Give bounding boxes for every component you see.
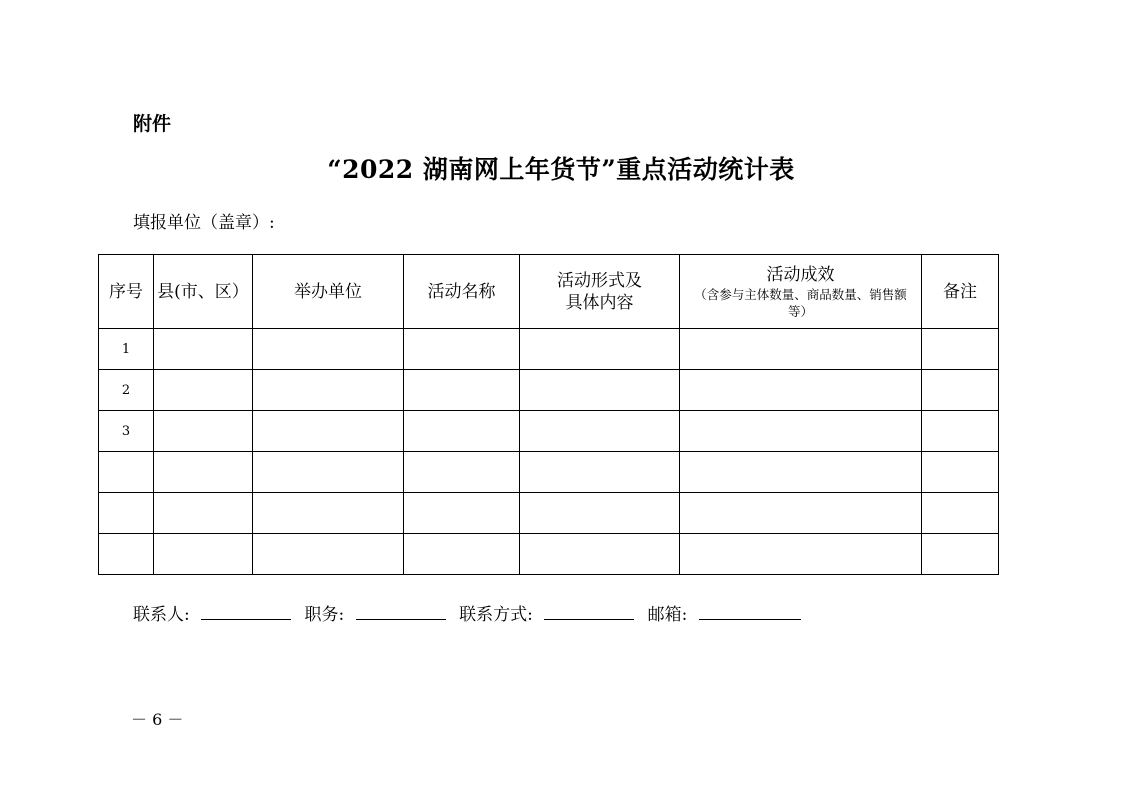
email-label: 邮箱:	[647, 605, 688, 625]
activity-results-cell[interactable]	[680, 452, 922, 493]
header-activity-name: 活动名称	[404, 255, 520, 329]
header-activity-results-note: （含参与主体数量、商品数量、销售额等）	[694, 286, 907, 319]
row-serial-number	[99, 493, 154, 534]
header-serial-number: 序号	[99, 255, 154, 329]
remarks-cell[interactable]	[922, 329, 999, 370]
position-label: 职务:	[304, 605, 345, 625]
header-activity-results	[680, 255, 922, 329]
organizer-cell[interactable]	[253, 534, 404, 575]
county-cell[interactable]	[154, 370, 253, 411]
remarks-cell[interactable]	[922, 411, 999, 452]
row-serial-number: 2	[99, 370, 154, 411]
activity-results-cell[interactable]	[680, 329, 922, 370]
table-row	[99, 329, 999, 370]
activity-results-cell[interactable]	[680, 493, 922, 534]
activity-form-cell[interactable]	[520, 452, 680, 493]
header-organizer: 举办单位	[253, 255, 404, 329]
page-number: － 6 －	[131, 710, 184, 729]
position-field[interactable]	[356, 603, 446, 620]
header-activity-form-line2: 具体内容	[565, 292, 634, 313]
contact-method-label: 联系方式:	[459, 605, 533, 625]
table-row	[99, 452, 999, 493]
activity-name-cell[interactable]	[404, 329, 520, 370]
county-cell[interactable]	[154, 411, 253, 452]
activity-name-cell[interactable]	[404, 411, 520, 452]
activity-form-cell[interactable]	[520, 493, 680, 534]
activity-statistics-table	[98, 254, 999, 575]
organizer-cell[interactable]	[253, 411, 404, 452]
page-title: “2022 湖南网上年货节”重点活动统计表	[327, 155, 795, 184]
county-cell[interactable]	[154, 329, 253, 370]
remarks-cell[interactable]	[922, 534, 999, 575]
filler-unit-label: 填报单位（盖章）:	[133, 213, 275, 233]
header-county: 县(市、区）	[154, 255, 253, 329]
table-row	[99, 493, 999, 534]
remarks-cell[interactable]	[922, 452, 999, 493]
table-header-row	[99, 255, 999, 329]
activity-results-cell[interactable]	[680, 411, 922, 452]
activity-form-cell[interactable]	[520, 534, 680, 575]
county-cell[interactable]	[154, 452, 253, 493]
header-activity-form	[520, 255, 680, 329]
county-cell[interactable]	[154, 493, 253, 534]
remarks-cell[interactable]	[922, 370, 999, 411]
header-activity-form-line1: 活动形式及	[557, 270, 642, 291]
row-serial-number: 3	[99, 411, 154, 452]
header-remarks: 备注	[922, 255, 999, 329]
organizer-cell[interactable]	[253, 493, 404, 534]
contact-method-field[interactable]	[544, 603, 634, 620]
activity-name-cell[interactable]	[404, 370, 520, 411]
contact-person-label: 联系人:	[133, 605, 190, 625]
table-row	[99, 411, 999, 452]
organizer-cell[interactable]	[253, 370, 404, 411]
table-row	[99, 370, 999, 411]
county-cell[interactable]	[154, 534, 253, 575]
organizer-cell[interactable]	[253, 452, 404, 493]
organizer-cell[interactable]	[253, 329, 404, 370]
activity-name-cell[interactable]	[404, 534, 520, 575]
header-activity-results-main: 活动成效	[766, 264, 835, 285]
email-field[interactable]	[699, 603, 801, 620]
row-serial-number: 1	[99, 329, 154, 370]
activity-results-cell[interactable]	[680, 370, 922, 411]
remarks-cell[interactable]	[922, 493, 999, 534]
row-serial-number	[99, 534, 154, 575]
activity-name-cell[interactable]	[404, 493, 520, 534]
attachment-label: 附件	[133, 113, 172, 135]
table-row	[99, 534, 999, 575]
activity-results-cell[interactable]	[680, 534, 922, 575]
activity-form-cell[interactable]	[520, 329, 680, 370]
contact-person-field[interactable]	[201, 603, 291, 620]
activity-name-cell[interactable]	[404, 452, 520, 493]
activity-form-cell[interactable]	[520, 411, 680, 452]
contact-info-line	[133, 600, 809, 625]
row-serial-number	[99, 452, 154, 493]
activity-form-cell[interactable]	[520, 370, 680, 411]
